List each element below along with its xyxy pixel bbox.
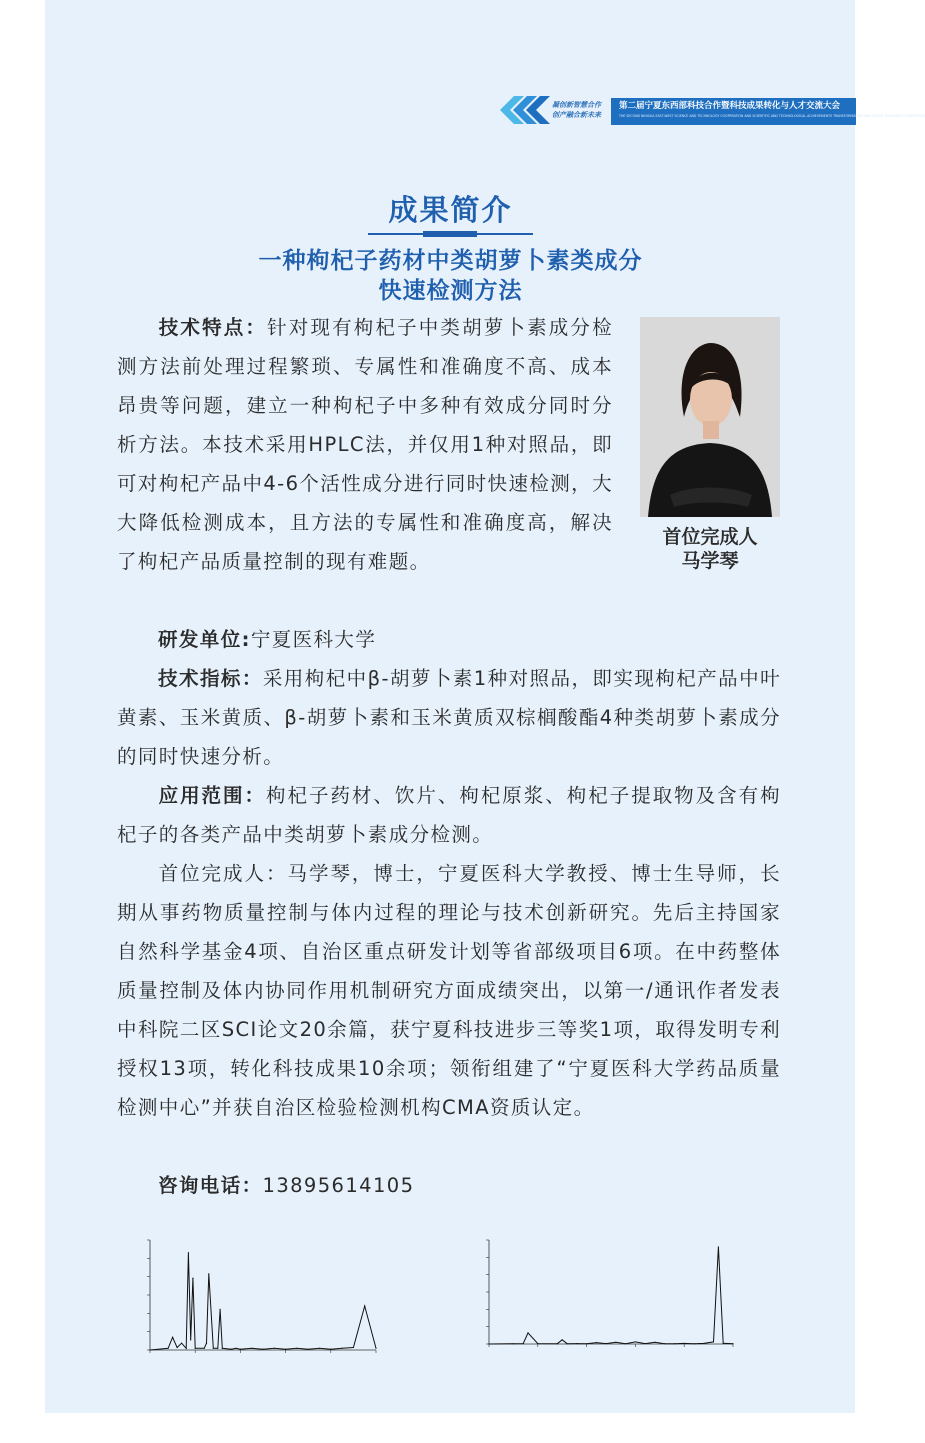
data-point xyxy=(576,1343,577,1344)
data-point xyxy=(523,1343,524,1344)
data-point xyxy=(188,1252,189,1253)
data-point xyxy=(206,1343,207,1344)
unit-paragraph xyxy=(117,620,781,659)
data-point xyxy=(364,1305,365,1306)
data-point xyxy=(596,1342,597,1343)
data-point xyxy=(557,1343,558,1344)
data-point xyxy=(192,1277,193,1278)
data-point xyxy=(181,1343,182,1344)
data-point xyxy=(353,1347,354,1348)
data-point xyxy=(195,1348,196,1349)
data-point xyxy=(330,1349,331,1350)
data-point xyxy=(718,1246,719,1247)
data-point xyxy=(319,1348,320,1349)
data-point xyxy=(177,1347,178,1348)
data-point xyxy=(654,1342,655,1343)
data-point xyxy=(208,1273,209,1274)
data-point xyxy=(186,1348,187,1349)
data-point xyxy=(635,1341,636,1342)
data-point xyxy=(235,1348,236,1349)
bio-paragraph xyxy=(117,854,781,1127)
features-label: 技术特点： xyxy=(158,316,268,339)
data-point xyxy=(222,1348,223,1349)
indicators-label: 技术指标： xyxy=(158,667,263,690)
unit-text: 宁夏医科大学 xyxy=(250,628,377,651)
data-point xyxy=(251,1348,252,1349)
data-point xyxy=(308,1349,309,1350)
data-point xyxy=(190,1339,191,1340)
data-point xyxy=(527,1332,528,1333)
title-underline-accent xyxy=(423,231,477,237)
technology-title-line1: 一种枸杞子药材中类胡萝卜素类成分 xyxy=(258,248,643,274)
slogan-line2: 创产融合新未来 xyxy=(552,111,601,119)
indicators-text: 采用枸杞中β-胡萝卜素1种对照品，即实现枸杞产品中叶黄素、玉米黄质、β-胡萝卜素和玉米黄质双棕榈酸酯4种类胡萝卜素成分的同时快速分析。 xyxy=(117,667,781,768)
banner-subtitle: THE SECOND NINGXIA EAST-WEST SCIENCE AND TECHNOLOGY COOPERATION AND SCIENTIFIC AND TECHNOLOGICAL ACHIEVEMENTS TRANSFORMATION AND TALENT EXCHANGE CONFERENCE xyxy=(619,114,925,118)
data-point xyxy=(684,1343,685,1344)
data-point xyxy=(262,1349,263,1350)
banner-slogan xyxy=(552,100,618,120)
data-point xyxy=(167,1348,168,1349)
data-point xyxy=(488,1343,489,1344)
data-point xyxy=(513,1343,514,1344)
data-point xyxy=(149,1349,150,1350)
data-point xyxy=(566,1343,567,1344)
scope-text: 枸杞子药材、饮片、枸杞原浆、枸杞子提取物及含有枸杞子的各类产品中类胡萝卜素成分检测。 xyxy=(117,784,781,846)
data-point xyxy=(217,1348,218,1349)
data-point xyxy=(713,1341,714,1342)
contact-label: 咨询电话： xyxy=(158,1174,263,1197)
data-point xyxy=(274,1348,275,1349)
data-point xyxy=(219,1309,220,1310)
data-point xyxy=(625,1343,626,1344)
photo-caption-role: 首位完成人 xyxy=(662,526,758,548)
data-point xyxy=(693,1343,694,1344)
person-portrait-icon xyxy=(640,317,780,517)
data-point xyxy=(342,1348,343,1349)
data-point xyxy=(285,1349,286,1350)
data-point xyxy=(615,1342,616,1343)
bio-text: 首位完成人：马学琴，博士，宁夏医科大学教授、博士生导师，长期从事药物质量控制与体内过程的理论与技术创新研究。先后主持国家自然科学基金4项、自治区重点研发计划等省部级项目6项。在中药整体质量控制及体内协同作用机制研究方面成绩突出，以第一/通讯作者发表中科院二区SCI论文20余篇，获宁夏科技进步三等奖1项，取得发明专利授权13项，转化科技成果10余项；领衔组建了“宁夏医科大学药品质量检测中心”并获自治区检验检测机构CMA资质认定。 xyxy=(117,862,781,1119)
data-point xyxy=(732,1343,733,1344)
data-point xyxy=(586,1343,587,1344)
data-point xyxy=(375,1348,376,1349)
features-paragraph xyxy=(117,308,613,581)
data-point xyxy=(645,1343,646,1344)
slogan-line1: 凝创新智慧合作 xyxy=(552,101,601,109)
contact-paragraph xyxy=(117,1166,781,1205)
section-title: 成果简介 xyxy=(388,193,513,227)
technology-title-line2: 快速检测方法 xyxy=(378,278,523,304)
data-point xyxy=(296,1348,297,1349)
person-photo xyxy=(640,317,780,517)
data-point xyxy=(231,1349,232,1350)
data-point xyxy=(674,1343,675,1344)
indicators-paragraph xyxy=(117,659,781,776)
chromatogram-trace xyxy=(150,1253,376,1350)
data-point xyxy=(537,1343,538,1344)
data-point xyxy=(606,1343,607,1344)
data-point xyxy=(723,1343,724,1344)
chromatogram-chart-right xyxy=(455,1232,740,1372)
chevron-decoration-icon xyxy=(500,96,556,124)
data-point xyxy=(240,1349,241,1350)
technology-title xyxy=(0,246,901,306)
features-text: 针对现有枸杞子中类胡萝卜素成分检测方法前处理过程繁琐、专属性和准确度不高、成本昂贵等问题，建立一种枸杞子中多种有效成分同时分析方法。本技术采用HPLC法，并仅用1种对照品，即可对枸杞产品中4-6个活性成分进行同时快速检测，大大降低检测成本，且方法的专属性和准确度高，解决了枸杞产品质量控制的现有难题。 xyxy=(117,316,613,573)
photo-caption-name: 马学琴 xyxy=(681,550,739,572)
data-point xyxy=(172,1337,173,1338)
data-point xyxy=(204,1348,205,1349)
scope-label: 应用范围： xyxy=(158,784,266,807)
scope-paragraph xyxy=(117,776,781,854)
data-point xyxy=(213,1348,214,1349)
contact-phone: 13895614105 xyxy=(262,1174,415,1197)
data-point xyxy=(703,1343,704,1344)
chromatogram-trace xyxy=(489,1247,733,1344)
data-point xyxy=(664,1343,665,1344)
data-point xyxy=(562,1339,563,1340)
chromatogram-chart-left xyxy=(118,1232,383,1372)
unit-label: 研发单位: xyxy=(158,628,251,651)
banner-title: 第二届宁夏东西部科技合作暨科技成果转化与人才交流大会 xyxy=(619,101,841,111)
